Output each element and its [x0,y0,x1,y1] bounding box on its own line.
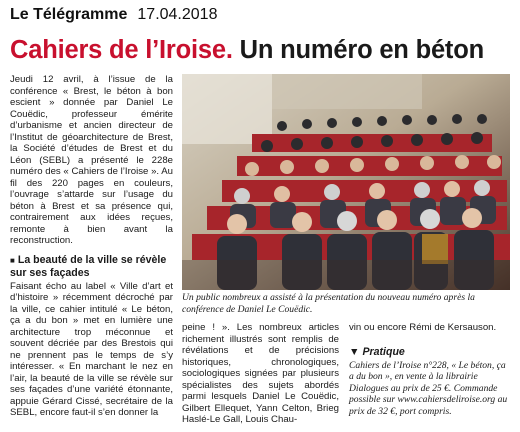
square-bullet-icon: ■ [10,255,15,265]
article-subhead [10,254,173,279]
photo-caption: Un public nombreux a assisté à la présentation du nouveau numéro après la conférence de Daniel Le Couëdic. [182,292,475,315]
pratique-title-text: Pratique [362,345,405,358]
triangle-down-icon: ▼ [349,345,363,358]
masthead [10,6,217,26]
article-body-continued: peine ! ». Les nombreux articles richement illustrés sont remplis de révélations et de précisions historiques, chronologiques, sociologiques signées par plusieurs spécialistes des sujets abordés parmi lesquels Daniel Le Couëdic, Gilbert Ellequet, Yann Celton, Brieg Haslé-Le Gall, Louis Chau- [182,322,339,425]
article-intro: Jeudi 12 avril, à l’issue de la conférence « Brest, le béton à bon escient » donnée par Daniel Le Couëdic, professeur émérite d’urbanisme et ancien directeur de l’Institut de géoarchitecture de Brest, la Société d’études de Brest et du Léon (SEBL) a présenté le 228e numéro des « Cahiers de l’Iroise ». Au fil des 220 pages en couleurs, l’ouvrage s’attarde sur l’usage du béton à Brest et sa présence qui, contrairement aux idées reçues, remonte à bien avant la reconstruction. [10,74,173,246]
article-column-1 [10,74,173,419]
headline-black-part: Un numéro en béton [239,36,484,64]
pratique-title [349,346,509,359]
article-column-2 [182,322,339,426]
article-body: Faisant écho au label « Ville d’art et d’histoire » récemment décroché par la ville, ce cahier intitulé « Le béton, ça a du bon » met en lumière une architecture trop méconnue et souvent décriée par des Brestois qui ne prennent pas le temps de s’y intéresser. « En marchant le nez en l’air, la beauté de la ville se révèle sur ses façades d’une variété étonnante, appuie Gérard Cissé, secrétaire de la SEBL, encore faut-il s’en donner la [10,280,173,418]
headline [10,35,510,65]
publication-date: 17.04.2018 [137,6,218,23]
newspaper-name: Le Télégramme [10,6,128,23]
pratique-body: Cahiers de l’Iroise n°228, « Le béton, ça a du bon », en vente à la librairie Dialogues au prix de 25 €. Commande possible sur www.cahiersdeliroise.org au prix de 32 €, port compris. [349,359,508,417]
audience-photo-illustration [182,74,510,290]
article-body-end: vin ou encore Rémi de Kersauson. [349,322,497,333]
headline-red-part: Cahiers de l’Iroise. [10,36,233,64]
article-column-3 [349,322,509,417]
audience-photo [182,74,510,290]
article-subhead-text: La beauté de la ville se révèle sur ses façades [10,253,167,279]
